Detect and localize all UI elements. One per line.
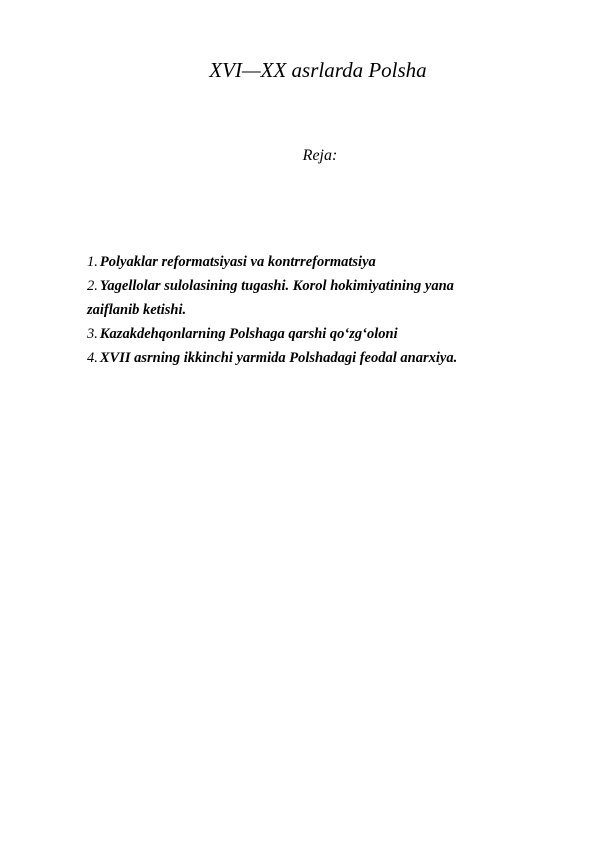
plan-item-text: Polyaklar reformatsiyasi va kontrreformatsiya: [99, 254, 376, 270]
plan-item-1: [87, 250, 567, 274]
plan-item-number: 1.: [87, 254, 98, 270]
plan-item-text: Yagellolar sulolasining tugashi. Korol hokimiyatining yana zaiflanib ketishi.: [87, 278, 454, 318]
plan-item-number: 3.: [87, 326, 98, 342]
plan-item-4: [87, 346, 567, 370]
plan-item-number: 2.: [87, 278, 98, 294]
plan-list: [87, 250, 567, 370]
plan-item-text: Kazakdehqonlarning Polshaga qarshi qo‘zg‘oloni: [99, 326, 398, 342]
plan-item-2: [87, 274, 507, 322]
page-title: XVI—XX asrlarda Polsha: [209, 58, 427, 82]
plan-item-number: 4.: [87, 350, 98, 366]
plan-item-3: [87, 322, 567, 346]
plan-item-text: XVII asrning ikkinchi yarmida Polshadagi feodal anarxiya.: [99, 350, 458, 366]
plan-heading: Reja:: [302, 147, 338, 164]
